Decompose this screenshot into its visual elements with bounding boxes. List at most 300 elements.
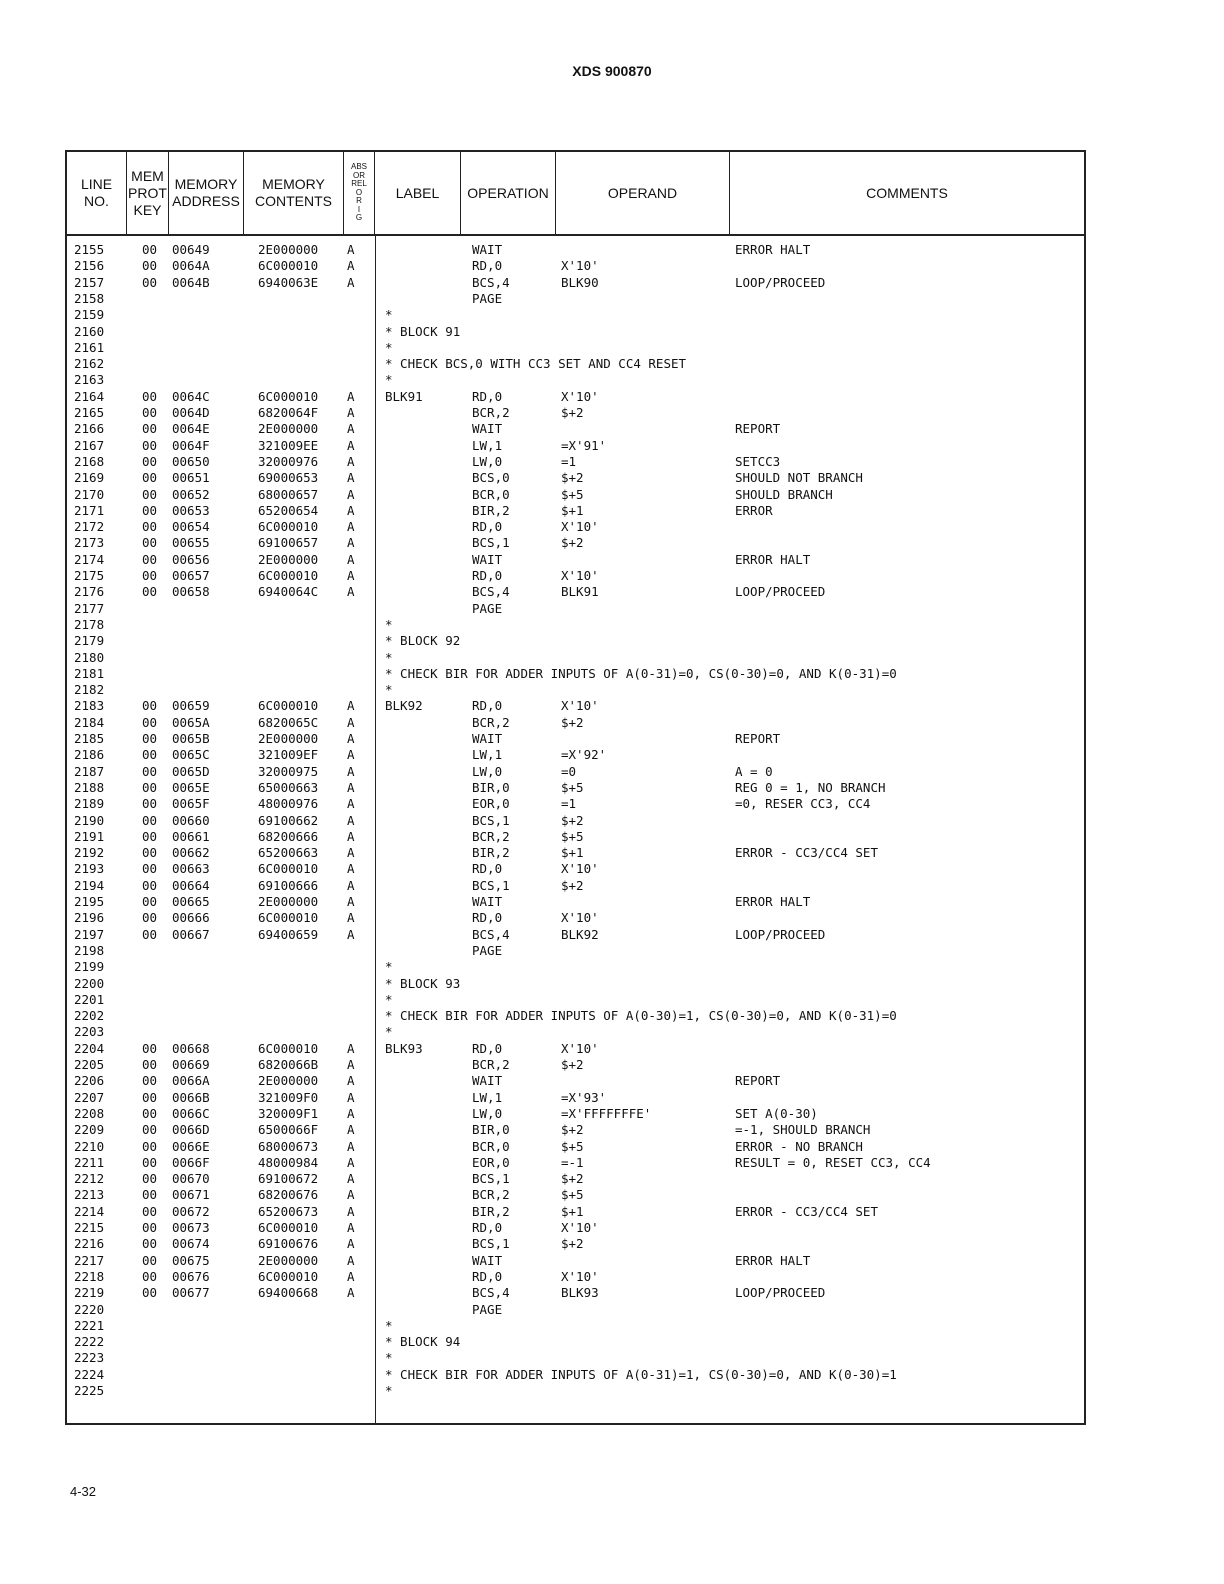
comment: SET A(0-30) (735, 1105, 818, 1121)
memory-address: 00651 (172, 470, 210, 486)
table-row (67, 503, 1082, 519)
memory-contents: 6820065C (258, 714, 319, 730)
comment: LOOP/PROCEED (735, 926, 826, 942)
operation: BCS,1 (472, 877, 510, 893)
comment: SHOULD NOT BRANCH (735, 470, 863, 486)
comment-line: * (385, 1317, 393, 1333)
abs-rel-flag: A (347, 1187, 355, 1203)
memory-contents: 6940063E (258, 274, 319, 290)
comment-line: * (385, 1350, 393, 1366)
operand: $+2 (561, 405, 584, 420)
abs-rel-flag: A (347, 502, 355, 518)
prot-key: 00 (142, 1122, 158, 1138)
comment: LOOP/PROCEED (735, 584, 826, 600)
line-number: 2177 (74, 600, 105, 616)
line-number: 2197 (74, 926, 105, 942)
table-row (67, 1139, 1082, 1155)
memory-contents: 6C000010 (258, 1040, 319, 1056)
abs-rel-flag: A (347, 486, 355, 502)
line-number: 2199 (74, 959, 105, 975)
memory-contents: 69100676 (258, 1236, 319, 1252)
abs-rel-flag: A (347, 1252, 355, 1268)
line-number: 2210 (74, 1138, 105, 1154)
prot-key: 00 (142, 1040, 158, 1056)
table-row (67, 601, 1082, 617)
memory-contents: 2E000000 (258, 1252, 319, 1268)
memory-address: 0064B (172, 274, 210, 290)
line-number: 2174 (74, 551, 105, 567)
memory-address: 0064E (172, 421, 210, 437)
line-number: 2195 (74, 894, 105, 909)
line-number: 2163 (74, 372, 105, 388)
table-row (67, 389, 1082, 405)
memory-contents: 321009EF (258, 747, 319, 763)
table-row (67, 715, 1082, 731)
operation: BCS,4 (472, 584, 510, 600)
table-row (67, 552, 1082, 568)
abs-rel-flag: A (347, 1122, 355, 1138)
memory-contents: 68200676 (258, 1187, 319, 1203)
prot-key: 00 (142, 388, 158, 404)
operand: X'10' (561, 1040, 599, 1056)
prot-key: 00 (142, 845, 158, 861)
operand: =1 (561, 796, 577, 812)
prot-key: 00 (142, 1105, 158, 1121)
prot-key: 00 (142, 1236, 158, 1252)
memory-address: 0066F (172, 1154, 210, 1170)
operand: $+2 (561, 470, 584, 486)
prot-key: 00 (142, 437, 158, 453)
prot-key: 00 (142, 1268, 158, 1284)
line-number: 2176 (74, 584, 105, 600)
operation: LW,1 (472, 1089, 503, 1105)
memory-contents: 48000984 (258, 1154, 319, 1170)
operation: RD,0 (472, 258, 503, 274)
memory-address: 00667 (172, 926, 210, 942)
memory-contents: 6C000010 (258, 568, 319, 583)
comment: RESULT = 0, RESET CC3, CC4 (735, 1154, 931, 1170)
abs-rel-flag: A (347, 877, 355, 893)
comment-line: * BLOCK 92 (385, 633, 461, 649)
operand: BLK91 (561, 584, 599, 600)
table-row (67, 747, 1082, 763)
table-row (67, 617, 1082, 633)
operation: BCS,1 (472, 812, 510, 828)
prot-key: 00 (142, 470, 158, 486)
comment: A = 0 (735, 763, 773, 779)
table-row (67, 633, 1082, 649)
memory-address: 0064A (172, 258, 210, 274)
abs-rel-flag: A (347, 1220, 355, 1235)
table-row (67, 1057, 1082, 1073)
prot-key: 00 (142, 1171, 158, 1187)
table-row (67, 1122, 1082, 1138)
operation: WAIT (472, 894, 503, 909)
operation: BCR,0 (472, 1138, 510, 1154)
operand: X'10' (561, 1268, 599, 1284)
operand: BLK92 (561, 926, 599, 942)
memory-address: 00666 (172, 910, 210, 926)
line-number: 2194 (74, 877, 105, 893)
table-row (67, 1334, 1082, 1350)
line-number: 2201 (74, 991, 105, 1007)
line-number: 2198 (74, 942, 105, 958)
table-row (67, 356, 1082, 372)
table-row (67, 519, 1082, 535)
memory-address: 00665 (172, 894, 210, 909)
memory-address: 00670 (172, 1171, 210, 1187)
memory-contents: 6C000010 (258, 1268, 319, 1284)
prot-key: 00 (142, 796, 158, 812)
operation: RD,0 (472, 1268, 503, 1284)
line-number: 2178 (74, 616, 105, 632)
document-id: XDS 900870 (572, 63, 652, 79)
header-operation: OPERATION (461, 152, 556, 234)
memory-contents: 69400659 (258, 926, 319, 942)
memory-contents: 6820066B (258, 1057, 319, 1072)
memory-contents: 69400668 (258, 1285, 319, 1301)
abs-rel-flag: A (347, 584, 355, 600)
memory-contents: 68000657 (258, 486, 319, 502)
line-number: 2204 (74, 1040, 105, 1056)
prot-key: 00 (142, 747, 158, 763)
memory-address: 0064C (172, 388, 210, 404)
line-number: 2170 (74, 486, 105, 502)
abs-rel-flag: A (347, 747, 355, 763)
memory-address: 0065F (172, 796, 210, 812)
operand: $+5 (561, 779, 584, 795)
abs-rel-flag: A (347, 812, 355, 828)
operation: LW,1 (472, 747, 503, 763)
line-number: 2217 (74, 1252, 105, 1268)
line-number: 2225 (74, 1383, 105, 1398)
comment: ERROR HALT (735, 894, 811, 909)
memory-address: 00653 (172, 502, 210, 518)
operation: BIR,2 (472, 502, 510, 518)
memory-address: 00672 (172, 1203, 210, 1219)
memory-address: 00671 (172, 1187, 210, 1203)
line-number: 2222 (74, 1334, 105, 1350)
table-row (67, 1171, 1082, 1187)
abs-rel-flag: A (347, 828, 355, 844)
memory-address: 00677 (172, 1285, 210, 1301)
header-comments: COMMENTS (866, 184, 948, 201)
table-row (67, 894, 1082, 910)
operation: RD,0 (472, 388, 503, 404)
memory-address: 00661 (172, 828, 210, 844)
header-memory-address: MEMORY ADDRESS (169, 152, 244, 234)
line-number: 2212 (74, 1171, 105, 1187)
memory-address: 0065D (172, 763, 210, 779)
line-number: 2221 (74, 1317, 105, 1333)
abs-rel-flag: A (347, 845, 355, 861)
line-number: 2202 (74, 1008, 105, 1024)
abs-rel-flag: A (347, 258, 355, 274)
line-number: 2155 (74, 242, 105, 257)
line-number: 2159 (74, 307, 105, 323)
abs-rel-flag: A (347, 1268, 355, 1284)
abs-rel-flag: A (347, 910, 355, 926)
header-abs-rel-orig: ABS OR REL O R I G (344, 152, 375, 234)
table-row (67, 1090, 1082, 1106)
line-number: 2172 (74, 519, 105, 535)
memory-contents: 6C000010 (258, 1220, 319, 1235)
memory-address: 0064F (172, 437, 210, 453)
memory-contents: 6C000010 (258, 698, 319, 714)
table-row (67, 780, 1082, 796)
table-row (67, 1253, 1082, 1269)
memory-address: 00663 (172, 861, 210, 877)
abs-rel-flag: A (347, 421, 355, 437)
abs-rel-flag: A (347, 1203, 355, 1219)
operation: BCS,4 (472, 926, 510, 942)
prot-key: 00 (142, 812, 158, 828)
memory-address: 00654 (172, 519, 210, 535)
comment: =-1, SHOULD BRANCH (735, 1122, 871, 1138)
operation: RD,0 (472, 910, 503, 926)
abs-rel-flag: A (347, 405, 355, 420)
prot-key: 00 (142, 421, 158, 437)
line-number: 2162 (74, 356, 105, 372)
table-row (67, 1187, 1082, 1203)
line-number: 2207 (74, 1089, 105, 1105)
operand: $+1 (561, 502, 584, 518)
line-number: 2191 (74, 828, 105, 844)
abs-rel-flag: A (347, 714, 355, 730)
table-row (67, 438, 1082, 454)
comment: LOOP/PROCEED (735, 1285, 826, 1301)
memory-contents: 6940064C (258, 584, 319, 600)
abs-rel-flag: A (347, 731, 355, 746)
line-number: 2180 (74, 649, 105, 665)
prot-key: 00 (142, 502, 158, 518)
table-row (67, 731, 1082, 747)
comment-line: * (385, 616, 393, 632)
operand: =1 (561, 453, 577, 469)
header-mem-prot-key: MEM PROT KEY (127, 152, 169, 234)
table-row (67, 861, 1082, 877)
operation: RD,0 (472, 1220, 503, 1235)
table-row (67, 764, 1082, 780)
operand: =X'FFFFFFFE' (561, 1105, 652, 1121)
table-row (67, 487, 1082, 503)
abs-rel-flag: A (347, 568, 355, 583)
operation: BCR,2 (472, 1187, 510, 1203)
line-number: 2158 (74, 290, 105, 306)
prot-key: 00 (142, 453, 158, 469)
prot-key: 00 (142, 519, 158, 535)
operation: PAGE (472, 1301, 503, 1317)
operand: $+5 (561, 1187, 584, 1203)
table-row (67, 959, 1082, 975)
comment-line: * BLOCK 91 (385, 323, 461, 339)
operation: BCR,2 (472, 714, 510, 730)
comment-line: * CHECK BIR FOR ADDER INPUTS OF A(0-31)=0, CS(0-30)=0, AND K(0-31)=0 (385, 665, 897, 681)
line-number: 2215 (74, 1220, 105, 1235)
prot-key: 00 (142, 1138, 158, 1154)
line-number: 2206 (74, 1073, 105, 1089)
memory-address: 00659 (172, 698, 210, 714)
memory-contents: 2E000000 (258, 551, 319, 567)
operand: =X'93' (561, 1089, 607, 1105)
operation: EOR,0 (472, 1154, 510, 1170)
comment-line: * (385, 1024, 393, 1040)
table-row (67, 666, 1082, 682)
operation: PAGE (472, 600, 503, 616)
memory-address: 0066D (172, 1122, 210, 1138)
page-number: 4-32 (70, 1484, 97, 1499)
prot-key: 00 (142, 258, 158, 274)
operand: $+5 (561, 486, 584, 502)
prot-key: 00 (142, 1203, 158, 1219)
comment-line: * (385, 372, 393, 388)
operation: EOR,0 (472, 796, 510, 812)
operand: $+2 (561, 1122, 584, 1138)
abs-rel-flag: A (347, 779, 355, 795)
operation: LW,0 (472, 453, 503, 469)
prot-key: 00 (142, 779, 158, 795)
prot-key: 00 (142, 731, 158, 746)
operation: WAIT (472, 242, 503, 257)
line-number: 2216 (74, 1236, 105, 1252)
abs-rel-flag: A (347, 274, 355, 290)
operand: X'10' (561, 519, 599, 535)
abs-rel-flag: A (347, 388, 355, 404)
line-number: 2193 (74, 861, 105, 877)
abs-rel-flag: A (347, 1057, 355, 1072)
line-number: 2220 (74, 1301, 105, 1317)
operand: $+2 (561, 1171, 584, 1187)
operation: BCS,1 (472, 535, 510, 551)
comment-line: * (385, 1383, 393, 1398)
memory-address: 0065A (172, 714, 210, 730)
operation: BCS,4 (472, 1285, 510, 1301)
comment: ERROR - CC3/CC4 SET (735, 845, 878, 861)
abs-rel-flag: A (347, 1105, 355, 1121)
table-row (67, 1350, 1082, 1366)
table-row (67, 470, 1082, 486)
line-number: 2224 (74, 1366, 105, 1382)
table-row (67, 421, 1082, 437)
comment-line: * (385, 649, 393, 665)
memory-contents: 65200673 (258, 1203, 319, 1219)
line-number: 2160 (74, 323, 105, 339)
operand: =X'91' (561, 437, 607, 453)
line-number: 2223 (74, 1350, 105, 1366)
comment: ERROR HALT (735, 242, 811, 257)
prot-key: 00 (142, 894, 158, 909)
memory-address: 00658 (172, 584, 210, 600)
table-row (67, 1024, 1082, 1040)
memory-contents: 321009EE (258, 437, 319, 453)
line-number: 2208 (74, 1105, 105, 1121)
operand: X'10' (561, 861, 599, 877)
operation: BCR,0 (472, 486, 510, 502)
table-row (67, 275, 1082, 291)
comment-line: * (385, 991, 393, 1007)
memory-address: 00673 (172, 1220, 210, 1235)
operation: RD,0 (472, 568, 503, 583)
operand: $+5 (561, 1138, 584, 1154)
line-number: 2213 (74, 1187, 105, 1203)
table-row (67, 1269, 1082, 1285)
operand: X'10' (561, 698, 599, 714)
operation: WAIT (472, 1073, 503, 1089)
operation: BCR,2 (472, 828, 510, 844)
abs-rel-flag: A (347, 1089, 355, 1105)
table-row (67, 1041, 1082, 1057)
operand: $+2 (561, 1057, 584, 1072)
operation: LW,0 (472, 763, 503, 779)
table-row (67, 1383, 1082, 1399)
comment: SHOULD BRANCH (735, 486, 833, 502)
comment: ERROR HALT (735, 1252, 811, 1268)
table-row (67, 845, 1082, 861)
memory-address: 0065E (172, 779, 210, 795)
operation: BIR,2 (472, 845, 510, 861)
memory-contents: 6C000010 (258, 910, 319, 926)
operation: RD,0 (472, 519, 503, 535)
table-row (67, 1204, 1082, 1220)
memory-contents: 6C000010 (258, 519, 319, 535)
table-row (67, 910, 1082, 926)
line-number: 2218 (74, 1268, 105, 1284)
prot-key: 00 (142, 828, 158, 844)
line-number: 2161 (74, 339, 105, 355)
memory-contents: 6C000010 (258, 388, 319, 404)
table-row (67, 454, 1082, 470)
memory-contents: 32000976 (258, 453, 319, 469)
abs-rel-flag: A (347, 453, 355, 469)
line-number: 2185 (74, 731, 105, 746)
table-row (67, 992, 1082, 1008)
memory-contents: 6C000010 (258, 258, 319, 274)
table-row (67, 1367, 1082, 1383)
line-number: 2209 (74, 1122, 105, 1138)
memory-address: 00652 (172, 486, 210, 502)
memory-contents: 48000976 (258, 796, 319, 812)
memory-contents: 65200654 (258, 502, 319, 518)
abs-rel-flag: A (347, 437, 355, 453)
memory-address: 00655 (172, 535, 210, 551)
prot-key: 00 (142, 1220, 158, 1235)
prot-key: 00 (142, 714, 158, 730)
comment-line: * (385, 682, 393, 698)
memory-contents: 69100657 (258, 535, 319, 551)
abs-rel-flag: A (347, 470, 355, 486)
prot-key: 00 (142, 551, 158, 567)
abs-rel-flag: A (347, 1285, 355, 1301)
memory-address: 00660 (172, 812, 210, 828)
line-number: 2156 (74, 258, 105, 274)
table-row (67, 878, 1082, 894)
line-number: 2214 (74, 1203, 105, 1219)
comment-line: * (385, 307, 393, 323)
comment-line: * CHECK BIR FOR ADDER INPUTS OF A(0-31)=1, CS(0-30)=0, AND K(0-30)=1 (385, 1366, 897, 1382)
abs-rel-flag: A (347, 1073, 355, 1089)
prot-key: 00 (142, 274, 158, 290)
memory-contents: 2E000000 (258, 894, 319, 909)
comment: REPORT (735, 731, 781, 746)
operation: LW,1 (472, 437, 503, 453)
memory-address: 00674 (172, 1236, 210, 1252)
line-number: 2168 (74, 453, 105, 469)
operation: WAIT (472, 421, 503, 437)
comment: REPORT (735, 421, 781, 437)
memory-contents: 68200666 (258, 828, 319, 844)
line-number: 2181 (74, 665, 105, 681)
abs-rel-flag: A (347, 894, 355, 909)
